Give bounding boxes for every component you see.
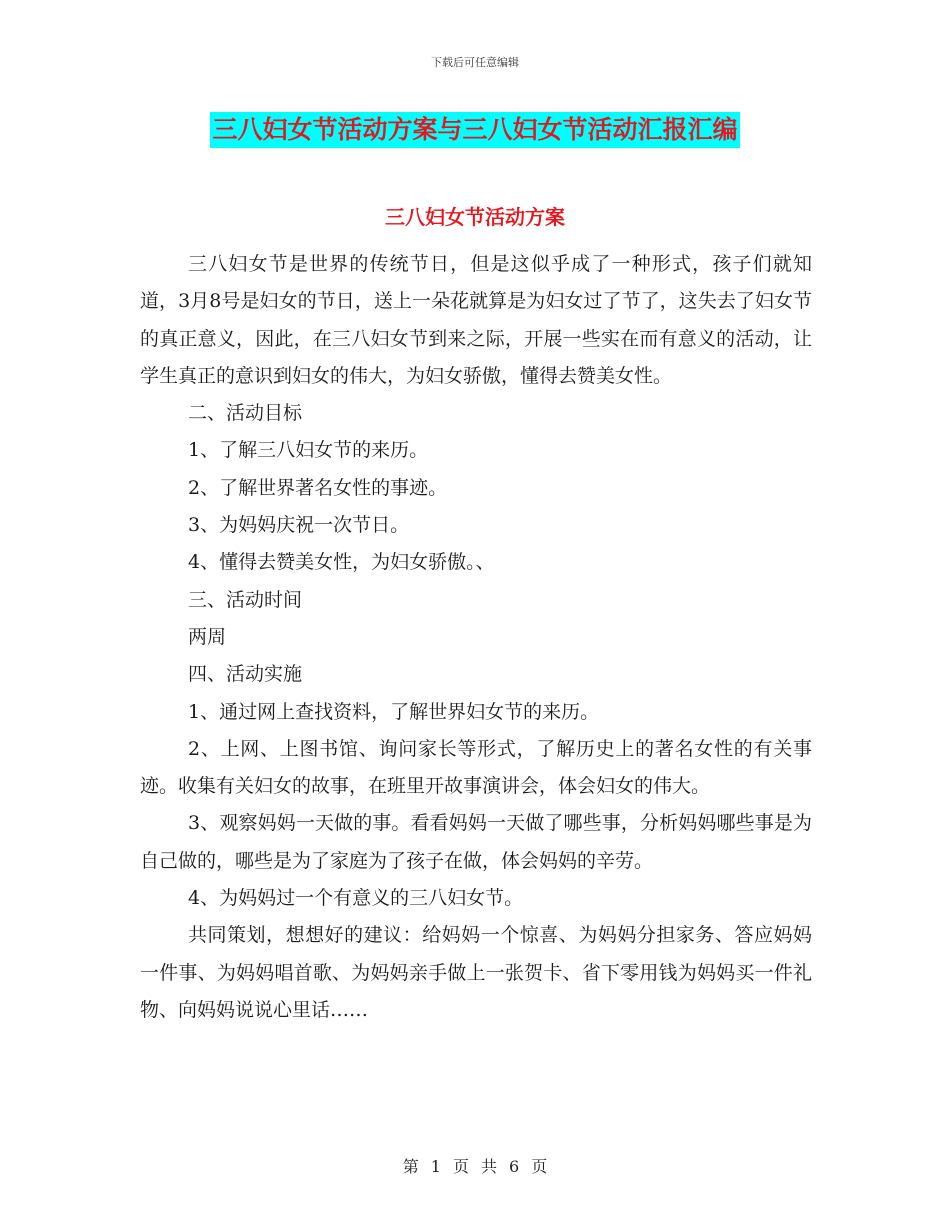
- section-title: 三八妇女节活动方案: [385, 205, 565, 229]
- list-item: 1、了解三八妇女节的来历。: [188, 439, 429, 462]
- total-pages: 6: [509, 1157, 520, 1176]
- footer-prefix: 第: [402, 1157, 419, 1176]
- list-item: 3、观察妈妈一天做的事。看看妈妈一天做了哪些事，分析妈妈哪些事是为自己做的，哪些是为了家庭为了孩子在做，体会妈妈的辛劳。: [140, 812, 812, 872]
- list-item: 3、为妈妈庆祝一次节日。: [188, 514, 410, 537]
- activity-duration: 两周: [188, 625, 227, 648]
- list-item: 1、通过网上查找资料，了解世界妇女节的来历。: [188, 700, 600, 723]
- paragraph-suggestions: 共同策划，想想好的建议：给妈妈一个惊喜、为妈妈分担家务、答应妈妈一件事、为妈妈唱首歌、为妈妈亲手做上一张贺卡、省下零用钱为妈妈买一件礼物、向妈妈说说心里话……: [140, 924, 812, 1021]
- list-item: 4、为妈妈过一个有意义的三八妇女节。: [188, 887, 524, 910]
- footer-total-prefix: 共: [481, 1157, 498, 1176]
- page-number: 1: [430, 1157, 441, 1176]
- header-note: 下载后可任意编辑: [431, 56, 519, 69]
- list-item: 4、懂得去赞美女性，为妇女骄傲。、: [188, 551, 495, 574]
- main-title: 三八妇女节活动方案与三八妇女节活动汇报汇编: [210, 112, 739, 148]
- document-body: [140, 246, 812, 1029]
- page-footer: [0, 1154, 950, 1177]
- heading-activity-goals: 二、活动目标: [188, 402, 303, 425]
- main-title-container: [0, 112, 950, 148]
- heading-activity-time: 三、活动时间: [188, 588, 303, 611]
- list-item: 2、上网、上图书馆、询问家长等形式，了解历史上的著名女性的有关事迹。收集有关妇女的故事，在班里开故事演讲会，体会妇女的伟大。: [140, 737, 812, 798]
- list-item: 2、了解世界著名女性的事迹。: [188, 476, 448, 499]
- paragraph-intro: 三八妇女节是世界的传统节日，但是这似乎成了一种形式，孩子们就知道，3月8号是妇女的节日，送上一朵花就算是为妇女过了节了，这失去了妇女节的真正意义，因此，在三八妇女节到来之际，开展一些实在而有意义的活动，让学生真正的意识到妇女的伟大，为妇女骄傲，懂得去赞美女性。: [140, 253, 812, 387]
- footer-suffix: 页: [531, 1157, 548, 1176]
- heading-activity-implementation: 四、活动实施: [188, 663, 303, 686]
- footer-page-label: 页: [452, 1157, 469, 1176]
